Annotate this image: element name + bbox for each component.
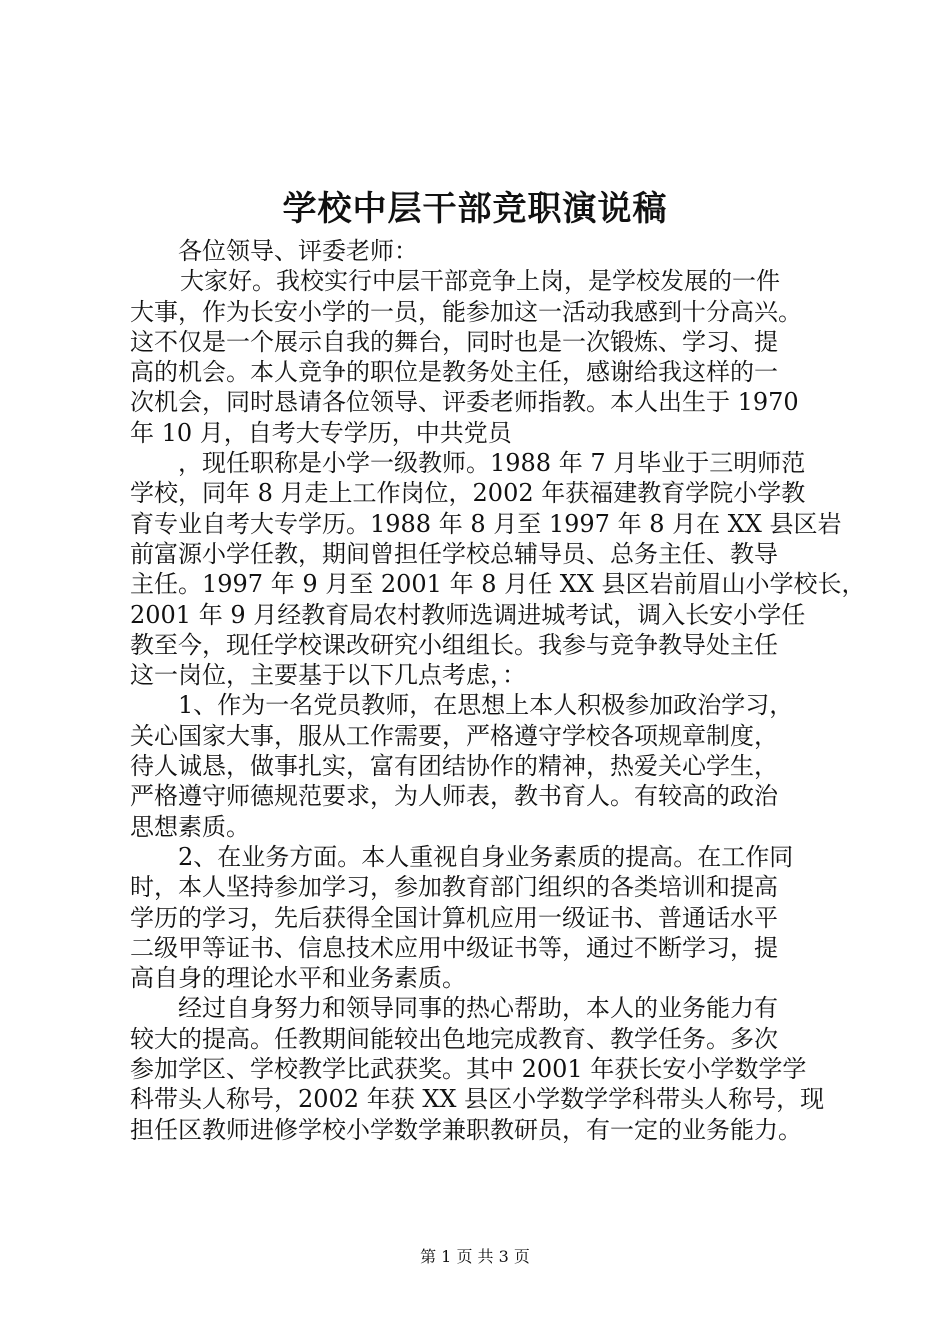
text-line: 教至今，现任学校课改研究小组组长。我参与竞争教导处主任 bbox=[130, 630, 778, 659]
text-line: 1、作为一名党员教师，在思想上本人积极参加政治学习， bbox=[178, 691, 794, 720]
text-line: 各位领导、评委老师： bbox=[178, 237, 418, 265]
text-line: 学校，同年 8 月走上工作岗位，2002 年获福建教育学院小学教 bbox=[130, 479, 806, 508]
text-line: 高的机会。本人竞争的职位是教务处主任，感谢给我这样的一 bbox=[130, 358, 778, 387]
text-line: 较大的提高。任教期间能较出色地完成教育、教学任务。多次 bbox=[130, 1024, 778, 1053]
text-line: 这一岗位，主要基于以下几点考虑，： bbox=[130, 661, 526, 690]
text-line: ，现任职称是小学一级教师。1988 年 7 月毕业于三明师范 bbox=[178, 449, 806, 478]
text-line: 高自身的理论水平和业务素质。 bbox=[130, 964, 466, 993]
text-line: 大事，作为长安小学的一员，能参加这一活动我感到十分高兴。 bbox=[130, 297, 802, 326]
text-line: 2001 年 9 月经教育局农村教师选调进城考试，调入长安小学任 bbox=[130, 600, 806, 629]
text-line: 前富源小学任教，期间曾担任学校总辅导员、总务主任、教导 bbox=[130, 539, 778, 568]
text-line: 次机会，同时恳请各位领导、评委老师指教。本人出生于 1970 bbox=[130, 388, 799, 417]
page-number-footer: 第 1 页 共 3 页 bbox=[420, 1247, 530, 1266]
text-line: 担任区教师进修学校小学数学兼职教研员，有一定的业务能力。 bbox=[130, 1115, 802, 1144]
text-line: 这不仅是一个展示自我的舞台，同时也是一次锻炼、学习、提 bbox=[130, 327, 778, 356]
text-line: 科带头人称号，2002 年获 XX 县区小学数学学科带头人称号，现 bbox=[130, 1085, 825, 1114]
text-line: 待人诚恳，做事扎实，富有团结协作的精神，热爱关心学生， bbox=[130, 752, 778, 781]
text-line: 主任。1997 年 9 月至 2001 年 8 月任 XX 县区岩前眉山小学校长， bbox=[130, 570, 866, 599]
text-line: 经过自身努力和领导同事的热心帮助，本人的业务能力有 bbox=[178, 994, 778, 1023]
text-line: 学历的学习，先后获得全国计算机应用一级证书、普通话水平 bbox=[130, 903, 778, 932]
text-line: 关心国家大事，服从工作需要，严格遵守学校各项规章制度， bbox=[130, 721, 778, 750]
document-title: 学校中层干部竞职演说稿 bbox=[282, 189, 668, 229]
text-line: 大家好。我校实行中层干部竞争上岗，是学校发展的一件 bbox=[180, 267, 780, 296]
text-line: 参加学区、学校教学比武获奖。其中 2001 年获长安小学数学学 bbox=[130, 1055, 807, 1084]
text-line: 2、在业务方面。本人重视自身业务素质的提高。在工作同 bbox=[178, 842, 794, 871]
text-line: 时，本人坚持参加学习，参加教育部门组织的各类培训和提高 bbox=[130, 873, 778, 902]
document-body bbox=[130, 236, 866, 1145]
text-line: 年 10 月，自考大专学历，中共党员 bbox=[130, 418, 512, 447]
text-line: 思想素质。 bbox=[130, 812, 250, 841]
text-line: 严格遵守师德规范要求，为人师表，教书育人。有较高的政治 bbox=[130, 782, 778, 811]
text-line: 育专业自考大专学历。1988 年 8 月至 1997 年 8 月在 XX 县区岩 bbox=[130, 509, 842, 538]
text-line: 二级甲等证书、信息技术应用中级证书等，通过不断学习，提 bbox=[130, 933, 778, 962]
